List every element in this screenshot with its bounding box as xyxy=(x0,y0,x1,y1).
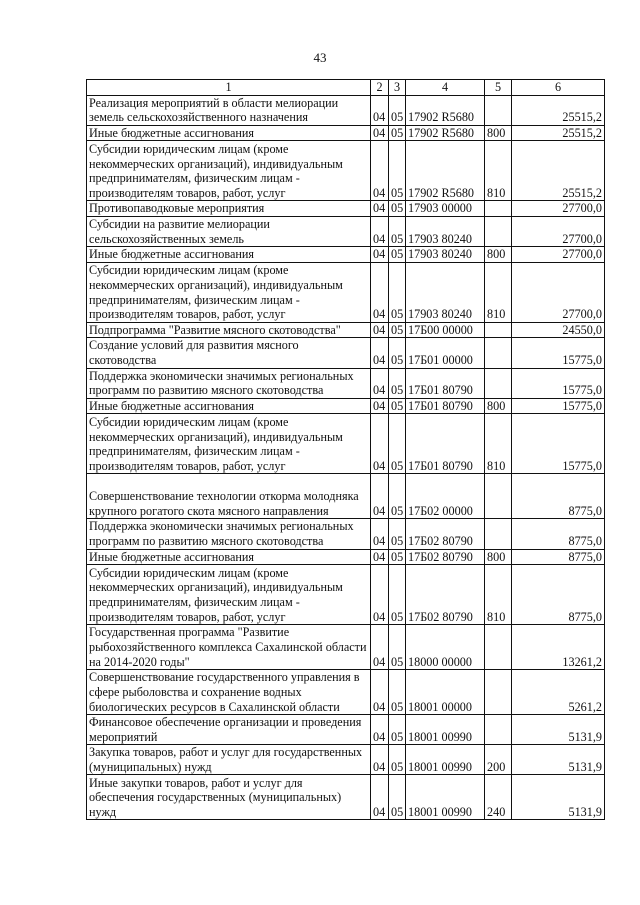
table-row xyxy=(87,519,605,549)
row-code-3: 05 xyxy=(389,625,406,670)
column-header: 3 xyxy=(389,80,406,96)
row-target-code: 17Б02 80790 xyxy=(406,519,485,549)
row-code-2: 04 xyxy=(371,565,389,625)
row-code-3: 05 xyxy=(389,670,406,715)
row-code-3: 05 xyxy=(389,338,406,368)
row-expense-type xyxy=(485,95,512,125)
row-amount: 25515,2 xyxy=(512,95,605,125)
row-code-3: 05 xyxy=(389,565,406,625)
row-expense-type: 800 xyxy=(485,247,512,263)
row-code-2: 04 xyxy=(371,519,389,549)
row-amount: 27700,0 xyxy=(512,262,605,322)
row-target-code: 18000 00000 xyxy=(406,625,485,670)
row-code-3: 05 xyxy=(389,368,406,398)
column-header: 5 xyxy=(485,80,512,96)
row-code-2: 04 xyxy=(371,414,389,474)
row-code-2: 04 xyxy=(371,125,389,141)
row-code-2: 04 xyxy=(371,201,389,217)
row-name: Субсидии юридическим лицам (кроме некоммерческих организаций), индивидуальным предпринимателям, физическим лицам - производителям товаров, работ, услуг xyxy=(87,565,371,625)
row-code-3: 05 xyxy=(389,141,406,201)
row-code-3: 05 xyxy=(389,398,406,414)
row-target-code: 17Б02 00000 xyxy=(406,474,485,519)
row-name: Совершенствование государственного управления в сфере рыболовства и сохранение водных биологических ресурсов в Сахалинской области xyxy=(87,670,371,715)
table-row xyxy=(87,141,605,201)
row-name: Иные бюджетные ассигнования xyxy=(87,398,371,414)
row-code-2: 04 xyxy=(371,338,389,368)
row-code-2: 04 xyxy=(371,474,389,519)
column-header: 2 xyxy=(371,80,389,96)
row-expense-type xyxy=(485,625,512,670)
row-name: Иные бюджетные ассигнования xyxy=(87,247,371,263)
row-code-3: 05 xyxy=(389,125,406,141)
table-row xyxy=(87,95,605,125)
table-row xyxy=(87,414,605,474)
row-amount: 15775,0 xyxy=(512,414,605,474)
row-amount: 25515,2 xyxy=(512,141,605,201)
row-code-2: 04 xyxy=(371,715,389,745)
row-code-2: 04 xyxy=(371,670,389,715)
row-code-3: 05 xyxy=(389,549,406,565)
row-expense-type xyxy=(485,715,512,745)
row-expense-type xyxy=(485,201,512,217)
table-row xyxy=(87,715,605,745)
row-expense-type xyxy=(485,338,512,368)
row-code-2: 04 xyxy=(371,398,389,414)
row-amount: 15775,0 xyxy=(512,338,605,368)
row-target-code: 18001 00990 xyxy=(406,775,485,820)
row-amount: 27700,0 xyxy=(512,201,605,217)
row-expense-type xyxy=(485,474,512,519)
row-name: Субсидии на развитие мелиорации сельскохозяйственных земель xyxy=(87,216,371,246)
column-header: 1 xyxy=(87,80,371,96)
row-expense-type xyxy=(485,322,512,338)
row-expense-type: 800 xyxy=(485,398,512,414)
row-amount: 8775,0 xyxy=(512,549,605,565)
column-header: 6 xyxy=(512,80,605,96)
row-name: Субсидии юридическим лицам (кроме некоммерческих организаций), индивидуальным предпринимателям, физическим лицам - производителям товаров, работ, услуг xyxy=(87,141,371,201)
table-row xyxy=(87,322,605,338)
row-name: Иные бюджетные ассигнования xyxy=(87,549,371,565)
row-expense-type: 800 xyxy=(485,125,512,141)
table-row xyxy=(87,474,605,519)
header-row xyxy=(87,80,605,96)
row-name: Государственная программа "Развитие рыбохозяйственного комплекса Сахалинской области на 2014-2020 годы" xyxy=(87,625,371,670)
row-name: Иные бюджетные ассигнования xyxy=(87,125,371,141)
row-code-3: 05 xyxy=(389,216,406,246)
table-row xyxy=(87,201,605,217)
row-target-code: 17Б02 80790 xyxy=(406,565,485,625)
row-code-2: 04 xyxy=(371,775,389,820)
row-target-code: 18001 00990 xyxy=(406,715,485,745)
table-row xyxy=(87,549,605,565)
row-amount: 8775,0 xyxy=(512,519,605,549)
row-code-2: 04 xyxy=(371,625,389,670)
row-name: Реализация мероприятий в области мелиорации земель сельскохозяйственного назначения xyxy=(87,95,371,125)
row-expense-type xyxy=(485,670,512,715)
row-name: Создание условий для развития мясного скотоводства xyxy=(87,338,371,368)
row-code-3: 05 xyxy=(389,262,406,322)
row-expense-type xyxy=(485,519,512,549)
row-target-code: 17903 80240 xyxy=(406,216,485,246)
row-target-code: 17902 R5680 xyxy=(406,125,485,141)
row-code-2: 04 xyxy=(371,322,389,338)
row-code-2: 04 xyxy=(371,368,389,398)
row-name: Субсидии юридическим лицам (кроме некоммерческих организаций), индивидуальным предпринимателям, физическим лицам - производителям товаров, работ, услуг xyxy=(87,414,371,474)
row-amount: 5261,2 xyxy=(512,670,605,715)
row-target-code: 17Б01 80790 xyxy=(406,414,485,474)
row-amount: 5131,9 xyxy=(512,715,605,745)
row-name: Финансовое обеспечение организации и проведения мероприятий xyxy=(87,715,371,745)
row-expense-type: 800 xyxy=(485,549,512,565)
row-amount: 5131,9 xyxy=(512,775,605,820)
row-amount: 13261,2 xyxy=(512,625,605,670)
row-name: Поддержка экономически значимых региональных программ по развитию мясного скотоводства xyxy=(87,368,371,398)
row-code-2: 04 xyxy=(371,247,389,263)
row-expense-type: 810 xyxy=(485,414,512,474)
row-code-3: 05 xyxy=(389,322,406,338)
row-code-2: 04 xyxy=(371,262,389,322)
row-name: Совершенствование технологии откорма молодняка крупного рогатого скота мясного направления xyxy=(87,474,371,519)
table-row xyxy=(87,670,605,715)
table-row xyxy=(87,216,605,246)
row-code-3: 05 xyxy=(389,519,406,549)
row-name: Субсидии юридическим лицам (кроме некоммерческих организаций), индивидуальным предпринимателям, физическим лицам - производителям товаров, работ, услуг xyxy=(87,262,371,322)
row-code-3: 05 xyxy=(389,414,406,474)
row-amount: 8775,0 xyxy=(512,474,605,519)
table-row xyxy=(87,398,605,414)
page-number: 43 xyxy=(313,50,327,65)
row-target-code: 18001 00000 xyxy=(406,670,485,715)
row-name: Поддержка экономически значимых региональных программ по развитию мясного скотоводства xyxy=(87,519,371,549)
table-row xyxy=(87,775,605,820)
row-target-code: 17Б01 00000 xyxy=(406,338,485,368)
table-row xyxy=(87,745,605,775)
table-row xyxy=(87,625,605,670)
row-code-2: 04 xyxy=(371,141,389,201)
row-code-3: 05 xyxy=(389,95,406,125)
row-target-code: 17902 R5680 xyxy=(406,141,485,201)
row-amount: 15775,0 xyxy=(512,368,605,398)
row-expense-type: 810 xyxy=(485,565,512,625)
row-code-3: 05 xyxy=(389,775,406,820)
row-target-code: 17Б01 80790 xyxy=(406,368,485,398)
table-row xyxy=(87,125,605,141)
row-name: Иные закупки товаров, работ и услуг для обеспечения государственных (муниципальных) нужд xyxy=(87,775,371,820)
row-target-code: 17903 00000 xyxy=(406,201,485,217)
row-target-code: 18001 00990 xyxy=(406,745,485,775)
row-code-3: 05 xyxy=(389,201,406,217)
row-expense-type: 240 xyxy=(485,775,512,820)
row-amount: 27700,0 xyxy=(512,247,605,263)
row-amount: 8775,0 xyxy=(512,565,605,625)
row-expense-type: 810 xyxy=(485,262,512,322)
table-row xyxy=(87,338,605,368)
row-amount: 5131,9 xyxy=(512,745,605,775)
row-code-2: 04 xyxy=(371,745,389,775)
row-expense-type: 810 xyxy=(485,141,512,201)
row-target-code: 17Б01 80790 xyxy=(406,398,485,414)
row-code-2: 04 xyxy=(371,549,389,565)
row-code-3: 05 xyxy=(389,745,406,775)
row-amount: 27700,0 xyxy=(512,216,605,246)
row-code-3: 05 xyxy=(389,715,406,745)
row-amount: 15775,0 xyxy=(512,398,605,414)
table-row xyxy=(87,262,605,322)
row-target-code: 17903 80240 xyxy=(406,247,485,263)
table-row xyxy=(87,368,605,398)
table-row xyxy=(87,565,605,625)
row-code-3: 05 xyxy=(389,474,406,519)
row-code-2: 04 xyxy=(371,216,389,246)
row-target-code: 17903 80240 xyxy=(406,262,485,322)
row-expense-type xyxy=(485,216,512,246)
row-code-3: 05 xyxy=(389,247,406,263)
row-target-code: 17Б00 00000 xyxy=(406,322,485,338)
row-code-2: 04 xyxy=(371,95,389,125)
budget-table xyxy=(86,79,605,820)
row-name: Подпрограмма "Развитие мясного скотоводства" xyxy=(87,322,371,338)
table-row xyxy=(87,247,605,263)
row-expense-type: 200 xyxy=(485,745,512,775)
row-target-code: 17Б02 80790 xyxy=(406,549,485,565)
column-header: 4 xyxy=(406,80,485,96)
row-amount: 24550,0 xyxy=(512,322,605,338)
row-target-code: 17902 R5680 xyxy=(406,95,485,125)
row-name: Противопаводковые мероприятия xyxy=(87,201,371,217)
row-expense-type xyxy=(485,368,512,398)
row-amount: 25515,2 xyxy=(512,125,605,141)
row-name: Закупка товаров, работ и услуг для государственных (муниципальных) нужд xyxy=(87,745,371,775)
